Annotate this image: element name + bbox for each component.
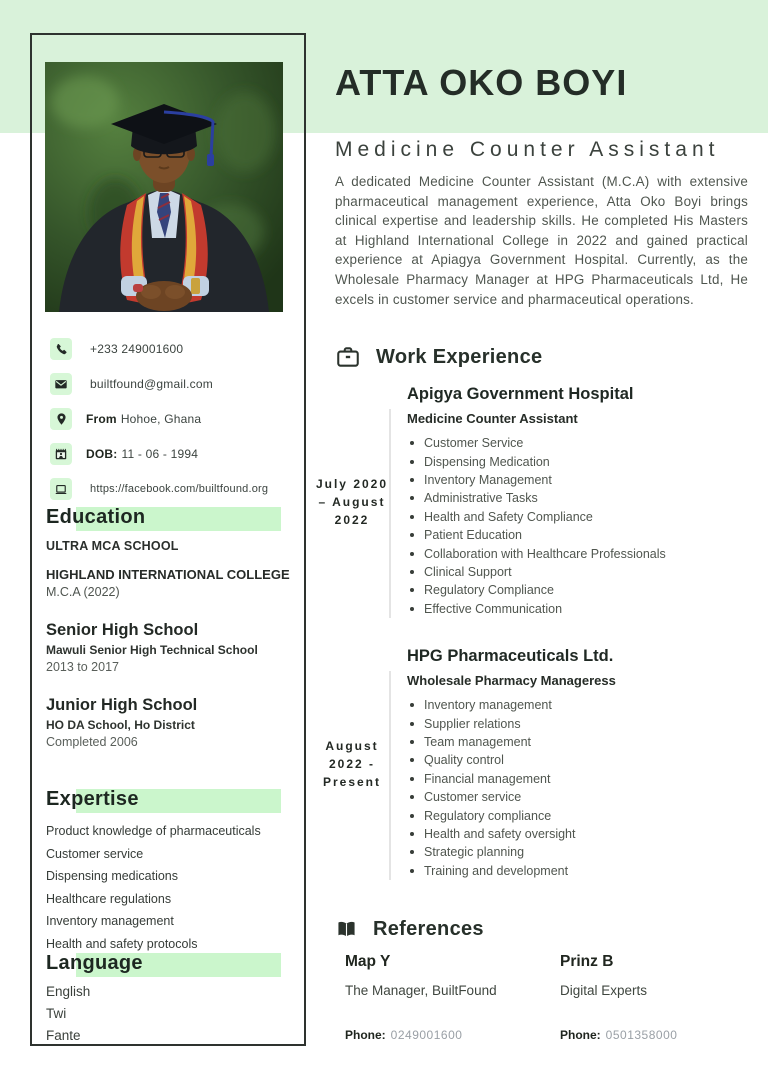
expertise-heading: Expertise xyxy=(46,788,296,811)
language-item: Fante xyxy=(46,1028,81,1043)
reference-entry xyxy=(560,953,755,1042)
job-entry xyxy=(315,647,755,880)
job-bullet: Supplier relations xyxy=(407,715,755,733)
job-bullet: Health and safety oversight xyxy=(407,825,755,843)
language-item: English xyxy=(46,984,91,999)
education-entry: HIGHLAND INTERNATIONAL COLLEGE M.C.A (2022) xyxy=(46,567,290,599)
job-bullet: Customer service xyxy=(407,788,755,806)
expertise-item: Customer service xyxy=(46,846,144,861)
references-grid xyxy=(345,953,755,1042)
profile-summary: A dedicated Medicine Counter Assistant (M.C.A) with extensive pharmaceutical management experience, Atta Oko Boyi brings clinical expertise and leadership skills. He completed His Masters at Highland International College in 2022 and gained practical experience at Apiagya Government Hospital. Currently, as the Wholesale Pharmacy Manager at HPG Pharmaceuticals Ltd, He excels in customer service and pharmaceutical operations. xyxy=(335,174,748,307)
job-bullet: Strategic planning xyxy=(407,843,755,861)
job-bullet: Financial management xyxy=(407,770,755,788)
contact-email xyxy=(50,373,294,395)
references-title: References xyxy=(373,918,484,941)
job-bullet: Patient Education xyxy=(407,526,755,544)
person-job-title: Medicine Counter Assistant xyxy=(335,138,720,161)
job-bullet: Dispensing Medication xyxy=(407,453,755,471)
job-bullet: Team management xyxy=(407,733,755,751)
job-role: Wholesale Pharmacy Manageress xyxy=(407,673,616,689)
profile-photo xyxy=(45,62,283,312)
reference-role: Digital Experts xyxy=(560,983,648,999)
language-section xyxy=(46,952,296,1050)
job-role: Medicine Counter Assistant xyxy=(407,411,578,427)
job-bullet: Health and Safety Compliance xyxy=(407,508,755,526)
job-bullet: Effective Communication xyxy=(407,600,755,618)
contact-email-value: builtfound@gmail.com xyxy=(90,377,213,391)
job-detail-block xyxy=(389,671,755,880)
person-name: ATTA OKO BOYI xyxy=(335,62,628,103)
reference-phone: Phone: 0249001600 xyxy=(345,1028,463,1043)
language-list xyxy=(46,984,296,1043)
references-header xyxy=(335,918,755,941)
job-bullet: Regulatory compliance xyxy=(407,807,755,825)
education-heading: Education xyxy=(46,506,296,529)
contact-phone-value: +233 249001600 xyxy=(90,342,184,356)
contact-website xyxy=(50,478,294,500)
envelope-icon xyxy=(50,373,72,395)
education-entry: Senior High School Mawuli Senior High Technical School 2013 to 2017 xyxy=(46,621,258,674)
reference-name: Prinz B xyxy=(560,953,614,971)
expertise-list xyxy=(46,824,296,951)
job-bullet: Collaboration with Healthcare Professionals xyxy=(407,545,755,563)
job-company: Apigya Government Hospital xyxy=(407,385,634,404)
language-item: Twi xyxy=(46,1006,67,1021)
contact-list xyxy=(50,338,294,513)
education-entry: Junior High School HO DA School, Ho District Completed 2006 xyxy=(46,696,198,749)
contact-website-value: https://facebook.com/builtfound.org xyxy=(90,483,269,495)
job-bullet: Training and development xyxy=(407,862,755,880)
expertise-section xyxy=(46,788,296,959)
contact-dob-value: DOB: 11 - 06 - 1994 xyxy=(86,447,199,461)
reference-name: Map Y xyxy=(345,953,391,971)
reference-entry xyxy=(345,953,560,1042)
job-detail-block xyxy=(389,409,755,618)
contact-phone xyxy=(50,338,294,360)
job-bullet: Inventory management xyxy=(407,696,755,714)
job-bullet: Quality control xyxy=(407,751,755,769)
reference-role: The Manager, BuiltFound xyxy=(345,983,497,999)
sidebar-card xyxy=(30,33,306,1046)
job-bullet-list xyxy=(407,434,755,618)
job-bullet: Clinical Support xyxy=(407,563,755,581)
expertise-item: Health and safety protocols xyxy=(46,936,198,951)
job-bullet: Regulatory Compliance xyxy=(407,581,755,599)
contact-dob xyxy=(50,443,294,465)
contact-location xyxy=(50,408,294,430)
job-bullet-list xyxy=(407,696,755,880)
work-experience-header xyxy=(335,344,755,370)
job-dates: August 2022 - Present xyxy=(322,738,382,789)
contact-location-value: From Hohoe, Ghana xyxy=(86,412,202,426)
briefcase-icon xyxy=(335,344,361,370)
work-experience-title: Work Experience xyxy=(376,345,543,368)
job-company: HPG Pharmaceuticals Ltd. xyxy=(407,647,614,666)
job-dates: July 2020 – August 2022 xyxy=(315,476,389,527)
main-column xyxy=(315,0,755,1043)
job-bullet: Customer Service xyxy=(407,434,755,452)
education-section xyxy=(46,506,296,749)
expertise-item: Dispensing medications xyxy=(46,869,179,883)
education-entry: ULTRA MCA SCHOOL xyxy=(46,539,179,553)
laptop-icon xyxy=(50,478,72,500)
reference-phone: Phone: 0501358000 xyxy=(560,1028,678,1043)
expertise-item: Product knowledge of pharmaceuticals xyxy=(46,824,261,838)
location-pin-icon xyxy=(50,408,72,430)
phone-icon xyxy=(50,338,72,360)
job-bullet: Administrative Tasks xyxy=(407,489,755,507)
job-entry xyxy=(315,385,755,618)
language-heading: Language xyxy=(46,952,296,975)
expertise-item: Healthcare regulations xyxy=(46,891,172,906)
book-icon xyxy=(335,919,358,941)
calendar-icon xyxy=(50,443,72,465)
expertise-item: Inventory management xyxy=(46,914,174,928)
job-bullet: Inventory Management xyxy=(407,471,755,489)
